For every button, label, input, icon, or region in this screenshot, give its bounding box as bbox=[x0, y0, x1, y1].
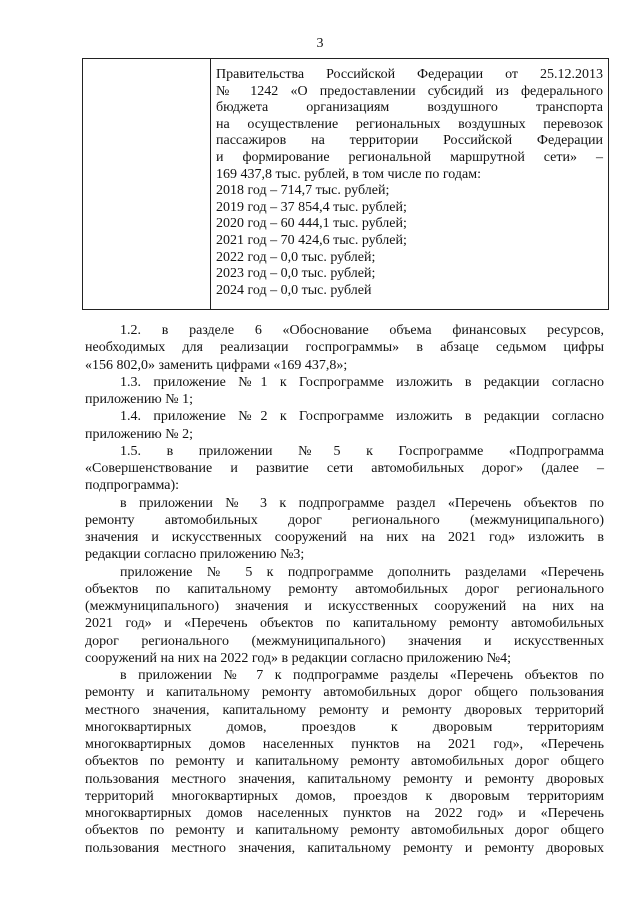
table-column-divider bbox=[210, 59, 211, 309]
table-cell-line: Правительства Российской Федерации от 25.12.2013 bbox=[216, 67, 603, 82]
table-cell-line: 2019 год – 37 854,4 тыс. рублей; bbox=[216, 199, 407, 215]
text-line: ремонту автомобильных дорог регионального (межмуниципального) bbox=[85, 512, 604, 528]
table-cell-line: 169 437,8 тыс. рублей, в том числе по годам: bbox=[216, 166, 481, 182]
table-cell-line: 2018 год – 714,7 тыс. рублей; bbox=[216, 183, 390, 199]
text-line: в приложении № 7 к подпрограмме разделы «Перечень объектов по bbox=[120, 668, 604, 683]
table-cell-line: пассажиров на территории Российской Федерации bbox=[216, 133, 603, 149]
table-cell-line: на осуществление региональных воздушных перевозок bbox=[216, 116, 603, 132]
text-line: объектов по ремонту и капитальному ремонту автомобильных дорог общего bbox=[85, 754, 604, 770]
text-line: объектов по капитальному ремонту автомобильных дорог регионального bbox=[85, 581, 604, 597]
table-cell-line: 2023 год – 0,0 тыс. рублей; bbox=[216, 266, 376, 282]
text-line: дорог регионального (межмуниципального) значения и искусственных bbox=[85, 633, 604, 649]
table-cell-funding bbox=[216, 67, 603, 299]
text-line: (межмуниципального) значения и искусственных сооружений на них на bbox=[85, 599, 604, 614]
text-line: приложению № 1; bbox=[85, 392, 194, 407]
table-cell-line: № 1242 «О предоставлении субсидий из федерального bbox=[216, 83, 603, 99]
text-line: сооружений на них на 2022 год» в редакции согласно приложению №4; bbox=[85, 650, 511, 666]
text-line: редакции согласно приложению №3; bbox=[85, 547, 305, 563]
text-line: местного значения, капитальному ремонту и ремонту дворовых территорий bbox=[85, 702, 604, 718]
table-cell-line: 2022 год – 0,0 тыс. рублей; bbox=[216, 249, 376, 265]
text-line: многоквартирных домов населенных пунктов на 2022 год» и «Перечень bbox=[85, 806, 604, 821]
text-line: 1.3. приложение №1 к Госпрограмме изложить в редакции согласно bbox=[120, 374, 604, 390]
text-line: необходимых для реализации госпрограммы» в абзаце седьмом цифры bbox=[85, 340, 604, 356]
text-line: 1.4. приложение №2 к Госпрограмме изложить в редакции согласно bbox=[120, 409, 604, 425]
text-line: «156 802,0» заменить цифрами «169 437,8»; bbox=[85, 357, 348, 373]
text-line: пользования местного значения, капитальному ремонту и ремонту дворовых bbox=[85, 771, 604, 787]
text-line: объектов по ремонту и капитальному ремонту автомобильных дорог общего bbox=[85, 823, 604, 839]
text-line: 1.2. в разделе 6 «Обоснование объема финансовых ресурсов, bbox=[120, 323, 604, 338]
table-cell-line: 2020 год – 60 444,1 тыс. рублей; bbox=[216, 216, 407, 232]
text-line: приложению № 2; bbox=[85, 426, 194, 442]
text-line: 1.5. в приложении №5 к Госпрограмме «Подпрограмма bbox=[120, 443, 604, 459]
text-line: подпрограмма): bbox=[85, 478, 180, 494]
text-line: в приложении № 3 к подпрограмме раздел «Перечень объектов по bbox=[120, 495, 604, 511]
text-line: пользования местного значения, капитальному ремонту и ремонту дворовых bbox=[85, 840, 604, 856]
text-line: значения и искусственных сооружений на них на 2021 год» изложить в bbox=[85, 530, 604, 545]
text-line: 2021 год» и «Перечень объектов по капитальному ремонту автомобильных bbox=[85, 616, 604, 632]
amendment-text bbox=[85, 322, 604, 857]
text-line: ремонту и капитальному ремонту автомобильных дорог общего пользования bbox=[85, 685, 604, 701]
table-cell-line: 2024 год – 0,0 тыс. рублей bbox=[216, 282, 372, 298]
text-line: территорий многоквартирных домов, проездов к дворовым территориям bbox=[85, 788, 604, 804]
text-line: многоквартирных домов населенных пунктов на 2021 год», «Перечень bbox=[85, 737, 604, 752]
text-line: приложение № 5 к подпрограмме дополнить разделами «Перечень bbox=[120, 564, 604, 580]
page-number: 3 bbox=[316, 36, 324, 51]
text-line: многоквартирных домов, проездов к дворовым территориям bbox=[85, 719, 604, 735]
text-line: «Совершенствование и развитие сети автомобильных дорог» (далее – bbox=[85, 461, 604, 476]
continuation-table bbox=[82, 58, 609, 310]
table-cell-line: бюджета организациям воздушного транспорта bbox=[216, 100, 603, 116]
table-cell-line: 2021 год – 70 424,6 тыс. рублей; bbox=[216, 232, 407, 248]
table-cell-line: и формирование региональной маршрутной сети» – bbox=[216, 149, 603, 165]
